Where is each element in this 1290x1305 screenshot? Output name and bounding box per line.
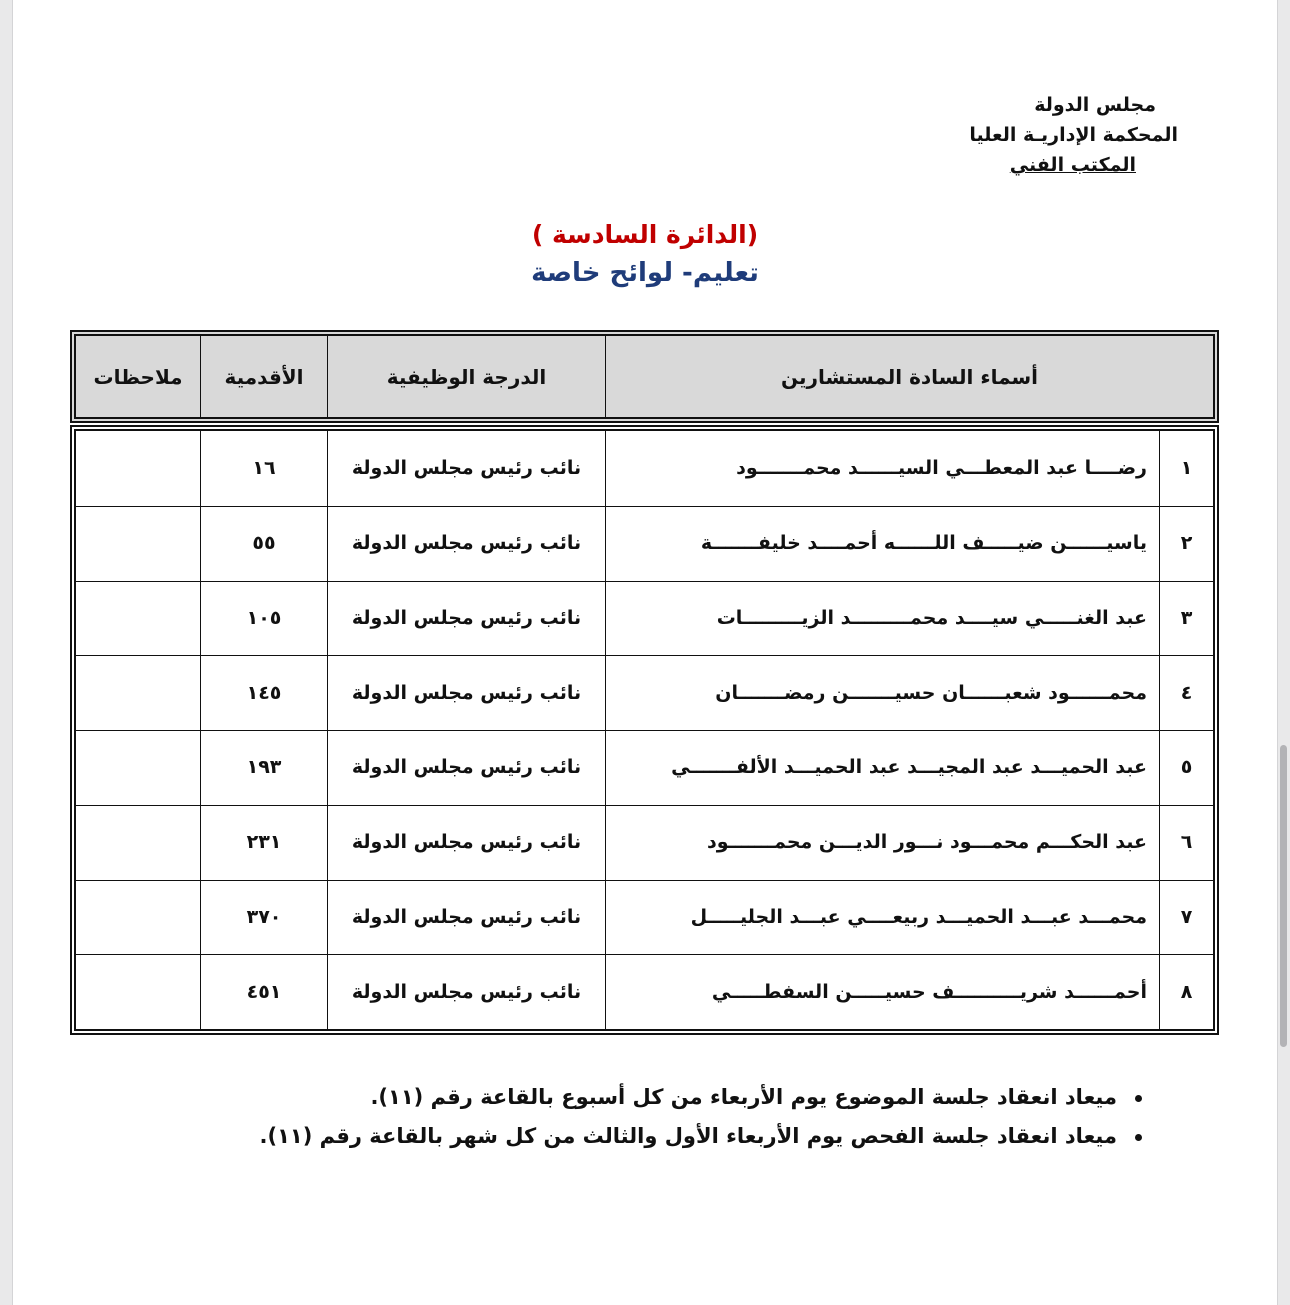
table-row	[76, 805, 1213, 880]
table-body	[70, 425, 1219, 1035]
seniority-cell: ٥٥	[252, 532, 276, 555]
court-name: المحكمة الإداريـة العليا	[969, 124, 1178, 146]
row-number-cell: ٣	[1180, 606, 1193, 629]
row-number-cell: ١	[1180, 457, 1193, 480]
council-name: مجلس الدولة	[1034, 94, 1156, 116]
seniority-cell: ١٤٥	[246, 681, 282, 704]
seniority-cell: ٢٣١	[246, 831, 282, 854]
seniority-cell: ٤٥١	[246, 980, 282, 1003]
grade-cell: نائب رئيس مجلس الدولة	[351, 831, 582, 854]
circuit-title: (الدائرة السادسة )	[531, 220, 759, 249]
notes-cell	[76, 581, 200, 656]
merits-session-note: ميعاد انعقاد جلسة الموضوع يوم الأربعاء من كل أسبوع بالقاعة رقم (١١).	[370, 1085, 1117, 1109]
grade-cell: نائب رئيس مجلس الدولة	[351, 606, 582, 629]
header-seniority: الأقدمية	[224, 364, 304, 389]
name-cell: محمـــد عبـــد الحميـــد ربيعــــي عبـــد الجليـــــل	[690, 905, 1147, 928]
left-margin	[0, 0, 13, 1305]
row-number-cell: ٨	[1180, 980, 1193, 1003]
table-row	[76, 954, 1213, 1029]
name-cell: ياسيــــــن ضيـــــف اللــــــه أحمــــد خليفـــــــة	[700, 532, 1147, 555]
seniority-cell: ٣٧٠	[246, 905, 282, 928]
grade-cell: نائب رئيس مجلس الدولة	[351, 532, 582, 555]
row-number-cell: ٦	[1180, 831, 1193, 854]
name-cell: محمــــــود شعبــــــان حسيـــــــن رمضـــــــان	[715, 681, 1147, 704]
name-cell: عبد الحكـــم محمـــود نـــور الديـــن محمـــــــود	[706, 831, 1147, 854]
notes-cell	[76, 880, 200, 955]
name-cell: عبد الحميـــد عبد المجيـــد عبد الحميـــد الألفـــــــي	[671, 756, 1147, 779]
grade-cell: نائب رئيس مجلس الدولة	[351, 980, 582, 1003]
header-grade: الدرجة الوظيفية	[386, 364, 547, 389]
grade-cell: نائب رئيس مجلس الدولة	[351, 457, 582, 480]
row-number-cell: ٥	[1180, 756, 1193, 779]
scrollbar-thumb[interactable]	[1280, 745, 1287, 1047]
seniority-cell: ١٠٥	[246, 606, 282, 629]
name-cell: عبد الغنـــــي سيــــد محمـــــــــد الزيـــــــــات	[716, 606, 1147, 629]
grade-cell: نائب رئيس مجلس الدولة	[351, 756, 582, 779]
grade-cell: نائب رئيس مجلس الدولة	[351, 681, 582, 704]
notes-cell	[76, 655, 200, 730]
scrollbar-track[interactable]	[1277, 0, 1290, 1305]
document-header	[969, 90, 1178, 180]
note-item	[260, 1078, 1142, 1117]
header-names: أسماء السادة المستشارين	[780, 364, 1039, 389]
row-number-cell: ٤	[1180, 681, 1193, 704]
notes-cell	[76, 805, 200, 880]
header-notes: ملاحظات	[93, 364, 183, 389]
grade-cell: نائب رئيس مجلس الدولة	[351, 905, 582, 928]
bullet-icon	[1135, 1134, 1142, 1141]
seniority-cell: ١٩٣	[246, 756, 282, 779]
row-number-cell: ٧	[1180, 905, 1193, 928]
notes-cell	[76, 506, 200, 581]
counselors-table	[70, 330, 1219, 1035]
subject-title: تعليم- لوائح خاصة	[531, 258, 759, 288]
table-row	[76, 880, 1213, 955]
table-row	[76, 581, 1213, 656]
bullet-icon	[1135, 1095, 1142, 1102]
seniority-cell: ١٦	[252, 457, 276, 480]
name-cell: أحمــــــد شريــــــــــف حسيـــــن السفطـــــي	[711, 980, 1147, 1003]
table-header	[70, 330, 1219, 423]
row-number-cell: ٢	[1180, 532, 1193, 555]
review-session-note: ميعاد انعقاد جلسة الفحص يوم الأربعاء الأول والثالث من كل شهر بالقاعة رقم (١١).	[259, 1124, 1117, 1148]
session-notes	[260, 1078, 1142, 1156]
office-name: المكتب الفني	[1009, 154, 1136, 176]
table-row	[76, 730, 1213, 805]
notes-cell	[76, 431, 200, 506]
table-row	[76, 655, 1213, 730]
table-row	[76, 506, 1213, 581]
name-cell: رضــــا عبد المعطـــي السيــــــد محمـــــــود	[736, 457, 1147, 480]
notes-cell	[76, 730, 200, 805]
notes-cell	[76, 954, 200, 1029]
note-item	[260, 1117, 1142, 1156]
table-row	[76, 431, 1213, 506]
